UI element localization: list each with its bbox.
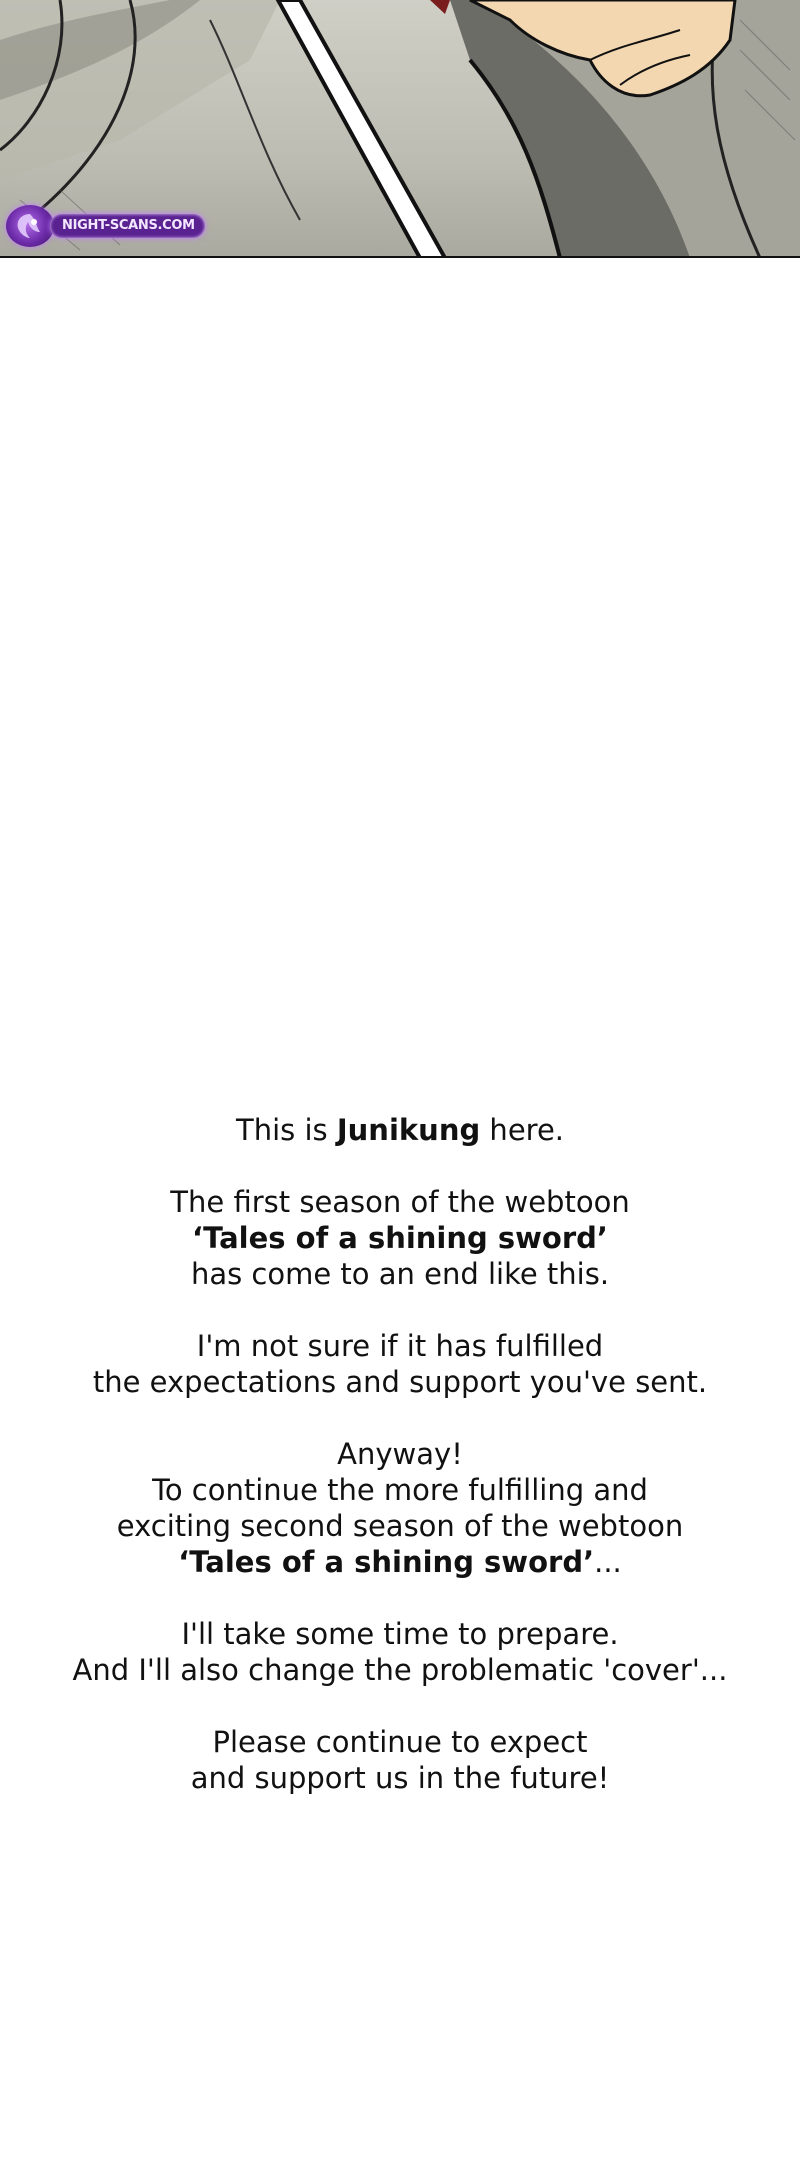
closing-line-1: Please continue to expect [212,1725,588,1759]
expectations-paragraph [0,1328,800,1400]
season-end-line-1: The first season of the webtoon [170,1185,630,1219]
intro-paragraph [0,1112,800,1148]
next-season-paragraph [0,1436,800,1580]
webtoon-title: ‘Tales of a shining sword’ [192,1221,608,1255]
prepare-line-2: And I'll also change the problematic 'cover'... [72,1653,728,1687]
closing-paragraph [0,1724,800,1796]
intro-suffix: here. [480,1113,565,1147]
season-end-paragraph [0,1184,800,1292]
webtoon-title-2: ‘Tales of a shining sword’ [178,1545,595,1579]
watermark-label: NIGHT-SCANS.COM [50,214,205,238]
site-watermark [6,205,211,247]
intro-line [0,1112,800,1148]
author-name: Junikung [336,1113,481,1147]
next-season-line-3: exciting second season of the webtoon [116,1509,684,1543]
panel-bottom-border [0,256,800,258]
closing-line-2: and support us in the future! [190,1761,610,1795]
next-season-line-2: To continue the more fulfilling and [152,1473,648,1507]
next-season-line-1: Anyway! [337,1437,463,1471]
next-season-title-line [0,1544,800,1580]
author-note [0,1112,800,1796]
expectations-line-2: the expectations and support you've sent. [92,1365,708,1399]
prepare-paragraph [0,1616,800,1688]
ellipsis: ... [594,1545,622,1579]
comic-panel-illustration [0,0,800,258]
season-end-line-3: has come to an end like this. [190,1257,610,1291]
prepare-line-1: I'll take some time to prepare. [181,1617,619,1651]
intro-prefix: This is [235,1113,337,1147]
night-scans-logo-icon [6,205,54,247]
expectations-line-1: I'm not sure if it has fulfilled [196,1329,604,1363]
